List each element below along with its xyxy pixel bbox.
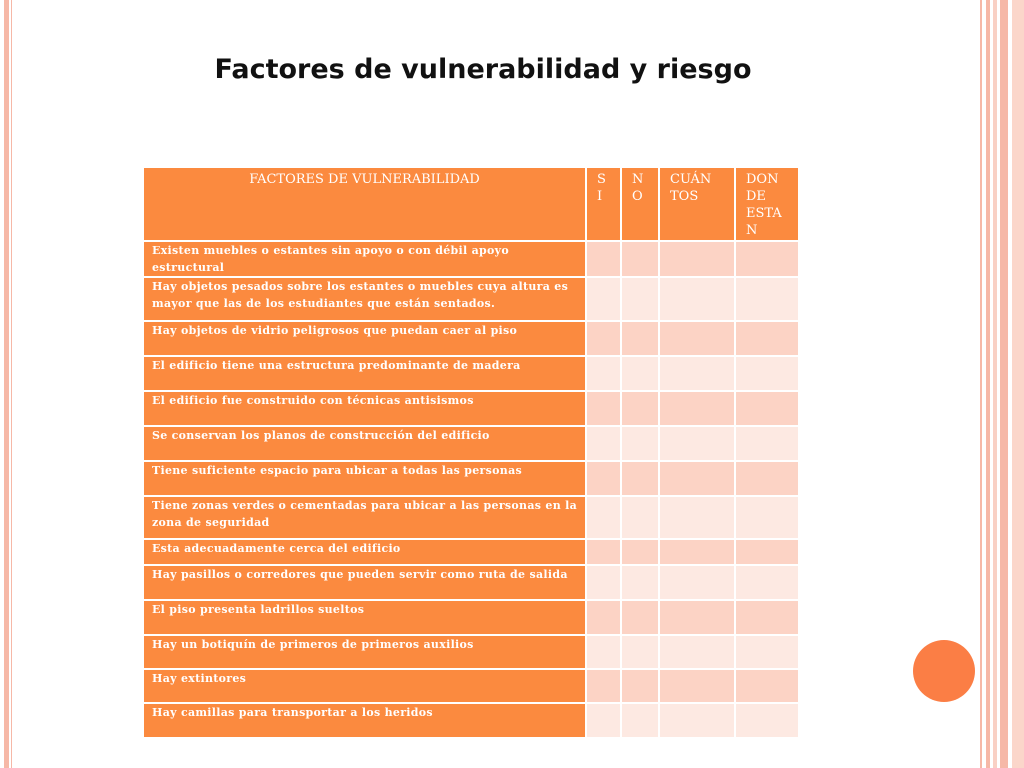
no-cell[interactable]: [621, 356, 659, 391]
table-row: [143, 703, 799, 738]
right-border-stripe: [986, 0, 990, 768]
no-cell[interactable]: [621, 496, 659, 539]
si-cell[interactable]: [586, 461, 621, 496]
no-cell[interactable]: [621, 539, 659, 565]
cuantos-cell[interactable]: [659, 356, 735, 391]
donde-cell[interactable]: [735, 241, 799, 277]
cuantos-cell[interactable]: [659, 241, 735, 277]
cuantos-cell[interactable]: [659, 321, 735, 356]
donde-cell[interactable]: [735, 356, 799, 391]
si-cell[interactable]: [586, 277, 621, 321]
table-header-row: [143, 167, 799, 241]
si-cell[interactable]: [586, 539, 621, 565]
header-donde-estan: DON DE ESTA N: [735, 167, 799, 241]
cuantos-cell[interactable]: [659, 496, 735, 539]
cuantos-cell[interactable]: [659, 635, 735, 669]
factor-cell: Hay objetos de vidrio peligrosos que puedan caer al piso: [143, 321, 586, 356]
table-row: [143, 635, 799, 669]
cuantos-cell[interactable]: [659, 669, 735, 703]
cuantos-cell[interactable]: [659, 391, 735, 426]
si-cell[interactable]: [586, 703, 621, 738]
header-cuantos: CUÁN TOS: [659, 167, 735, 241]
table-row: [143, 356, 799, 391]
factor-cell: Existen muebles o estantes sin apoyo o con débil apoyo estructural: [143, 241, 586, 277]
table-row: [143, 461, 799, 496]
table-row: [143, 539, 799, 565]
slide-title: Factores de vulnerabilidad y riesgo: [214, 54, 752, 85]
no-cell[interactable]: [621, 277, 659, 321]
cuantos-cell[interactable]: [659, 461, 735, 496]
donde-cell[interactable]: [735, 635, 799, 669]
donde-cell[interactable]: [735, 539, 799, 565]
vulnerability-table: [142, 166, 800, 739]
factor-cell: Esta adecuadamente cerca del edificio: [143, 539, 586, 565]
no-cell[interactable]: [621, 635, 659, 669]
cuantos-cell[interactable]: [659, 565, 735, 600]
si-cell[interactable]: [586, 321, 621, 356]
factor-cell: El piso presenta ladrillos sueltos: [143, 600, 586, 635]
no-cell[interactable]: [621, 565, 659, 600]
no-cell[interactable]: [621, 426, 659, 461]
si-cell[interactable]: [586, 565, 621, 600]
factor-cell: El edificio tiene una estructura predominante de madera: [143, 356, 586, 391]
si-cell[interactable]: [586, 241, 621, 277]
cuantos-cell[interactable]: [659, 426, 735, 461]
si-cell[interactable]: [586, 669, 621, 703]
no-cell[interactable]: [621, 391, 659, 426]
cuantos-cell[interactable]: [659, 539, 735, 565]
header-factores: FACTORES DE VULNERABILIDAD: [143, 167, 586, 241]
right-border-stripe: [993, 0, 997, 768]
factor-cell: El edificio fue construido con técnicas antisismos: [143, 391, 586, 426]
si-cell[interactable]: [586, 391, 621, 426]
cuantos-cell[interactable]: [659, 277, 735, 321]
donde-cell[interactable]: [735, 461, 799, 496]
donde-cell[interactable]: [735, 669, 799, 703]
donde-cell[interactable]: [735, 426, 799, 461]
no-cell[interactable]: [621, 321, 659, 356]
si-cell[interactable]: [586, 600, 621, 635]
cuantos-cell[interactable]: [659, 703, 735, 738]
table-row: [143, 426, 799, 461]
si-cell[interactable]: [586, 356, 621, 391]
header-si: S I: [586, 167, 621, 241]
factor-cell: Hay un botiquín de primeros de primeros auxilios: [143, 635, 586, 669]
table-row: [143, 277, 799, 321]
donde-cell[interactable]: [735, 703, 799, 738]
factor-cell: Hay extintores: [143, 669, 586, 703]
table-row: [143, 321, 799, 356]
donde-cell[interactable]: [735, 496, 799, 539]
right-border-stripe: [1000, 0, 1008, 768]
si-cell[interactable]: [586, 635, 621, 669]
si-cell[interactable]: [586, 496, 621, 539]
no-cell[interactable]: [621, 241, 659, 277]
right-border-stripe: [1012, 0, 1024, 768]
table-row: [143, 565, 799, 600]
table-row: [143, 241, 799, 277]
no-cell[interactable]: [621, 703, 659, 738]
factor-cell: Tiene zonas verdes o cementadas para ubicar a las personas en la zona de seguridad: [143, 496, 586, 539]
decorative-circle: [913, 640, 975, 702]
no-cell[interactable]: [621, 600, 659, 635]
si-cell[interactable]: [586, 426, 621, 461]
factor-cell: Hay pasillos o corredores que pueden servir como ruta de salida: [143, 565, 586, 600]
donde-cell[interactable]: [735, 391, 799, 426]
cuantos-cell[interactable]: [659, 600, 735, 635]
table-row: [143, 600, 799, 635]
donde-cell[interactable]: [735, 277, 799, 321]
right-border-stripe: [980, 0, 982, 768]
table-row: [143, 391, 799, 426]
no-cell[interactable]: [621, 669, 659, 703]
factor-cell: Se conservan los planos de construcción del edificio: [143, 426, 586, 461]
factor-cell: Hay camillas para transportar a los heridos: [143, 703, 586, 738]
donde-cell[interactable]: [735, 600, 799, 635]
left-border-line: [11, 0, 12, 768]
donde-cell[interactable]: [735, 321, 799, 356]
factor-cell: Tiene suficiente espacio para ubicar a todas las personas: [143, 461, 586, 496]
no-cell[interactable]: [621, 461, 659, 496]
left-border-stripe: [4, 0, 9, 768]
table-row: [143, 669, 799, 703]
table-row: [143, 496, 799, 539]
donde-cell[interactable]: [735, 565, 799, 600]
factor-cell: Hay objetos pesados sobre los estantes o muebles cuya altura es mayor que las de los estudiantes que están sentados.: [143, 277, 586, 321]
header-no: N O: [621, 167, 659, 241]
